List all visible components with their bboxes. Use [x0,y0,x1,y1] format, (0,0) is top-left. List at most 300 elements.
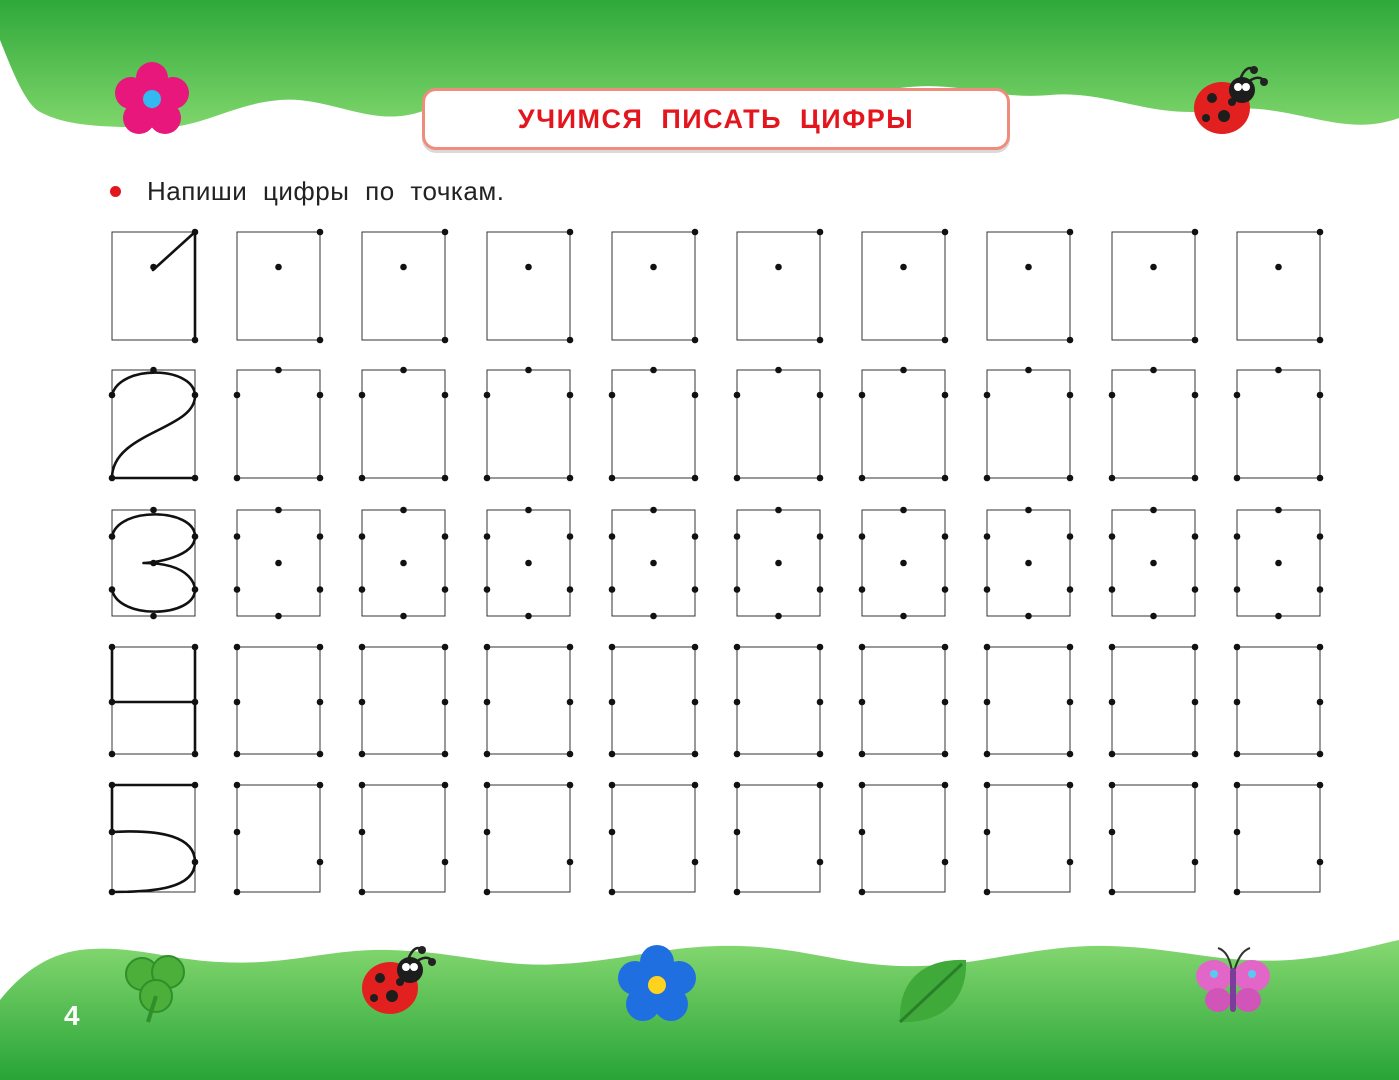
cell-frame [1237,232,1320,340]
digit-row-4 [109,644,1324,758]
cell-frame [737,647,820,754]
guide-dot [984,475,991,482]
guide-dot [359,699,366,706]
guide-dot [317,859,324,866]
guide-dot [1067,392,1074,399]
guide-dot [984,586,991,593]
tracing-cell[interactable] [237,229,323,344]
guide-dot [734,751,741,758]
guide-dot [1150,367,1157,374]
tracing-cell[interactable] [234,507,324,620]
tracing-cell[interactable] [234,644,324,758]
tracing-cell[interactable] [484,507,574,620]
guide-dot [609,392,616,399]
guide-dot [192,644,199,651]
guide-dot [1275,613,1282,620]
guide-dot [942,475,949,482]
guide-dot [984,889,991,896]
guide-dot [775,613,782,620]
guide-dot [859,392,866,399]
page-title: УЧИМСЯ ПИСАТЬ ЦИФРЫ [517,103,915,134]
guide-dot [984,829,991,836]
guide-dot [234,751,241,758]
guide-dot [1317,751,1324,758]
cell-frame [487,647,570,754]
page-number: 4 [64,1000,80,1031]
cell-frame [1112,370,1195,478]
tracing-cell[interactable] [1237,229,1323,344]
guide-dot [525,367,532,374]
guide-dot [1234,475,1241,482]
guide-dot [109,644,116,651]
cell-frame [987,647,1070,754]
tracing-cell[interactable] [737,229,823,344]
guide-dot [1067,699,1074,706]
guide-dot [1150,264,1157,271]
tracing-cell[interactable] [234,367,324,482]
guide-dot [1192,859,1199,866]
tracing-cell[interactable] [359,367,449,482]
guide-dot [692,699,699,706]
guide-dot [1317,644,1324,651]
guide-dot [1109,644,1116,651]
guide-dot [942,586,949,593]
guide-dot [692,859,699,866]
guide-dot [400,507,407,514]
guide-dot [1192,782,1199,789]
guide-dot [734,782,741,789]
digit-stroke-4 [112,647,195,754]
guide-dot [1317,782,1324,789]
guide-dot [192,586,199,593]
guide-dot [942,533,949,540]
guide-dot [817,475,824,482]
tracing-cell[interactable] [362,229,448,344]
guide-dot [609,751,616,758]
guide-dot [984,782,991,789]
cell-frame [1112,647,1195,754]
guide-dot [525,264,532,271]
guide-dot [609,829,616,836]
guide-dot [1192,751,1199,758]
cell-frame [237,785,320,892]
guide-dot [442,229,449,236]
guide-dot [109,533,116,540]
cell-frame [987,785,1070,892]
guide-dot [442,699,449,706]
guide-dot [1067,533,1074,540]
guide-dot [234,829,241,836]
guide-dot [1192,337,1199,344]
guide-dot [817,392,824,399]
cell-frame [237,647,320,754]
tracing-cell[interactable] [1234,367,1324,482]
guide-dot [192,392,199,399]
guide-dot [692,337,699,344]
guide-dot [692,782,699,789]
guide-dot [484,644,491,651]
tracing-cell[interactable] [1112,229,1198,344]
guide-dot [484,586,491,593]
guide-dot [1109,392,1116,399]
cell-frame [612,232,695,340]
guide-dot [567,751,574,758]
guide-dot [234,586,241,593]
guide-dot [1192,533,1199,540]
instruction-text: Напиши цифры по точкам. [147,176,505,206]
guide-dot [317,533,324,540]
guide-dot [984,533,991,540]
tracing-cell[interactable] [984,782,1074,896]
guide-dot [442,782,449,789]
guide-dot [150,613,157,620]
guide-dot [859,889,866,896]
guide-dot [900,264,907,271]
guide-dot [359,889,366,896]
guide-dot [484,782,491,789]
guide-dot [275,507,282,514]
guide-dot [692,475,699,482]
guide-dot [609,533,616,540]
guide-dot [234,533,241,540]
tracing-cell[interactable] [484,782,574,896]
guide-dot [234,782,241,789]
example-digit-5 [109,782,199,896]
guide-dot [359,751,366,758]
cell-frame [612,370,695,478]
guide-dot [734,586,741,593]
guide-dot [942,859,949,866]
cell-frame [862,647,945,754]
guide-dot [984,644,991,651]
tracing-cell[interactable] [859,644,949,758]
guide-dot [567,859,574,866]
example-digit-4 [109,644,199,758]
guide-dot [650,613,657,620]
guide-dot [150,560,157,567]
tracing-cell[interactable] [1109,507,1199,620]
guide-dot [859,699,866,706]
guide-dot [1234,644,1241,651]
guide-dot [942,337,949,344]
guide-dot [942,699,949,706]
digit-row-1 [112,229,1323,344]
guide-dot [1067,229,1074,236]
guide-dot [1067,751,1074,758]
guide-dot [1234,392,1241,399]
cell-frame [362,647,445,754]
tracing-cell[interactable] [859,367,949,482]
guide-dot [400,264,407,271]
guide-dot [192,229,199,236]
cell-frame [237,370,320,478]
tracing-cell[interactable] [859,782,949,896]
guide-dot [1234,699,1241,706]
guide-dot [400,560,407,567]
guide-dot [567,782,574,789]
guide-dot [1317,392,1324,399]
tracing-cell[interactable] [484,644,574,758]
guide-dot [109,889,116,896]
digit-row-5 [109,782,1324,896]
guide-dot [734,889,741,896]
guide-dot [1025,367,1032,374]
guide-dot [317,229,324,236]
cell-frame [362,370,445,478]
cell-frame [737,785,820,892]
guide-dot [650,367,657,374]
guide-dot [859,751,866,758]
guide-dot [1025,264,1032,271]
tracing-cell[interactable] [984,507,1074,620]
tracing-cell[interactable] [984,644,1074,758]
guide-dot [442,586,449,593]
guide-dot [484,475,491,482]
guide-dot [1067,782,1074,789]
guide-dot [1067,337,1074,344]
guide-dot [525,507,532,514]
guide-dot [692,392,699,399]
guide-dot [817,533,824,540]
tracing-cell[interactable] [359,782,449,896]
guide-dot [1234,586,1241,593]
guide-dot [1150,613,1157,620]
guide-dot [734,829,741,836]
guide-dot [942,751,949,758]
guide-dot [1317,229,1324,236]
guide-dot [359,533,366,540]
tracing-cell[interactable] [1234,507,1324,620]
cell-frame [487,785,570,892]
guide-dot [692,644,699,651]
guide-dot [1192,699,1199,706]
tracing-cell[interactable] [734,507,824,620]
guide-dot [609,475,616,482]
guide-dot [609,699,616,706]
tracing-cell[interactable] [734,367,824,482]
guide-dot [109,699,116,706]
guide-dot [817,586,824,593]
digit-stroke-1 [153,232,195,340]
guide-dot [359,782,366,789]
guide-dot [1317,475,1324,482]
guide-dot [1067,475,1074,482]
guide-dot [442,533,449,540]
guide-dot [1317,586,1324,593]
tracing-cell[interactable] [734,782,824,896]
tracing-cell[interactable] [609,507,699,620]
guide-dot [859,644,866,651]
guide-dot [442,475,449,482]
guide-dot [1275,507,1282,514]
guide-dot [775,507,782,514]
guide-dot [817,859,824,866]
guide-dot [1192,475,1199,482]
tracing-cell[interactable] [1234,644,1324,758]
digit-row-2 [109,367,1324,482]
guide-dot [1109,751,1116,758]
guide-dot [109,829,116,836]
guide-dot [1234,829,1241,836]
guide-dot [650,264,657,271]
tracing-cell[interactable] [1234,782,1324,896]
guide-dot [1109,699,1116,706]
guide-dot [1275,560,1282,567]
tracing-cell[interactable] [984,367,1074,482]
guide-dot [442,751,449,758]
guide-dot [192,859,199,866]
guide-dot [817,782,824,789]
guide-dot [1317,699,1324,706]
tracing-cell[interactable] [609,644,699,758]
guide-dot [442,337,449,344]
tracing-cell[interactable] [987,229,1073,344]
guide-dot [275,613,282,620]
guide-dot [734,644,741,651]
guide-dot [150,507,157,514]
guide-dot [442,392,449,399]
tracing-cell[interactable] [1109,644,1199,758]
cell-frame [737,370,820,478]
cell-frame [862,370,945,478]
guide-dot [317,644,324,651]
guide-dot [1234,751,1241,758]
tracing-cell[interactable] [734,644,824,758]
guide-dot [567,533,574,540]
tracing-cell[interactable] [359,644,449,758]
guide-dot [1192,392,1199,399]
guide-dot [192,475,199,482]
guide-dot [900,367,907,374]
cell-frame [987,370,1070,478]
guide-dot [400,613,407,620]
guide-dot [1317,533,1324,540]
guide-dot [150,367,157,374]
guide-dot [192,782,199,789]
tracing-cell[interactable] [859,507,949,620]
guide-dot [609,586,616,593]
cell-frame [737,232,820,340]
cell-frame [1237,370,1320,478]
guide-dot [275,264,282,271]
guide-dot [1192,586,1199,593]
guide-dot [1067,586,1074,593]
guide-dot [1275,367,1282,374]
guide-dot [484,533,491,540]
tracing-cell[interactable] [1109,782,1199,896]
guide-dot [234,889,241,896]
guide-dot [1067,644,1074,651]
guide-dot [442,644,449,651]
guide-dot [442,859,449,866]
tracing-cell[interactable] [609,367,699,482]
guide-dot [567,586,574,593]
guide-dot [609,644,616,651]
guide-dot [1275,264,1282,271]
guide-dot [567,392,574,399]
guide-dot [567,644,574,651]
tracing-cell[interactable] [487,229,573,344]
guide-dot [192,699,199,706]
guide-dot [234,475,241,482]
guide-dot [109,392,116,399]
guide-dot [734,392,741,399]
digit-stroke-2 [112,373,195,478]
guide-dot [359,644,366,651]
guide-dot [275,367,282,374]
guide-dot [859,475,866,482]
guide-dot [1067,859,1074,866]
guide-dot [317,475,324,482]
guide-dot [1234,782,1241,789]
guide-dot [1109,782,1116,789]
guide-dot [192,751,199,758]
guide-dot [900,613,907,620]
guide-dot [484,751,491,758]
guide-dot [1109,889,1116,896]
guide-dot [817,751,824,758]
guide-dot [234,644,241,651]
guide-dot [317,699,324,706]
guide-dot [859,586,866,593]
tracing-cell[interactable] [1109,367,1199,482]
guide-dot [1150,560,1157,567]
guide-dot [775,264,782,271]
guide-dot [692,229,699,236]
tracing-cell[interactable] [609,782,699,896]
guide-dot [317,392,324,399]
guide-dot [942,644,949,651]
guide-dot [317,586,324,593]
guide-dot [692,751,699,758]
guide-dot [567,699,574,706]
guide-dot [775,367,782,374]
guide-dot [1150,507,1157,514]
guide-dot [692,586,699,593]
guide-dot [1192,229,1199,236]
guide-dot [484,392,491,399]
tracing-cell[interactable] [359,507,449,620]
guide-dot [650,507,657,514]
guide-dot [984,392,991,399]
guide-dot [359,475,366,482]
cell-frame [487,232,570,340]
cell-frame [112,370,195,478]
example-digit-1 [112,229,198,344]
guide-dot [692,533,699,540]
guide-dot [1109,829,1116,836]
guide-dot [817,337,824,344]
digit-row-3 [109,507,1324,620]
guide-dot [192,337,199,344]
guide-dot [1317,859,1324,866]
guide-dot [275,560,282,567]
guide-dot [1109,586,1116,593]
guide-dot [109,751,116,758]
cell-frame [1237,647,1320,754]
guide-dot [942,392,949,399]
tracing-cell[interactable] [484,367,574,482]
guide-dot [317,751,324,758]
guide-dot [859,829,866,836]
guide-dot [234,699,241,706]
cell-frame [1237,785,1320,892]
tracing-cell[interactable] [612,229,698,344]
tracing-cell[interactable] [234,782,324,896]
guide-dot [942,229,949,236]
tracing-cell[interactable] [862,229,948,344]
guide-dot [525,560,532,567]
